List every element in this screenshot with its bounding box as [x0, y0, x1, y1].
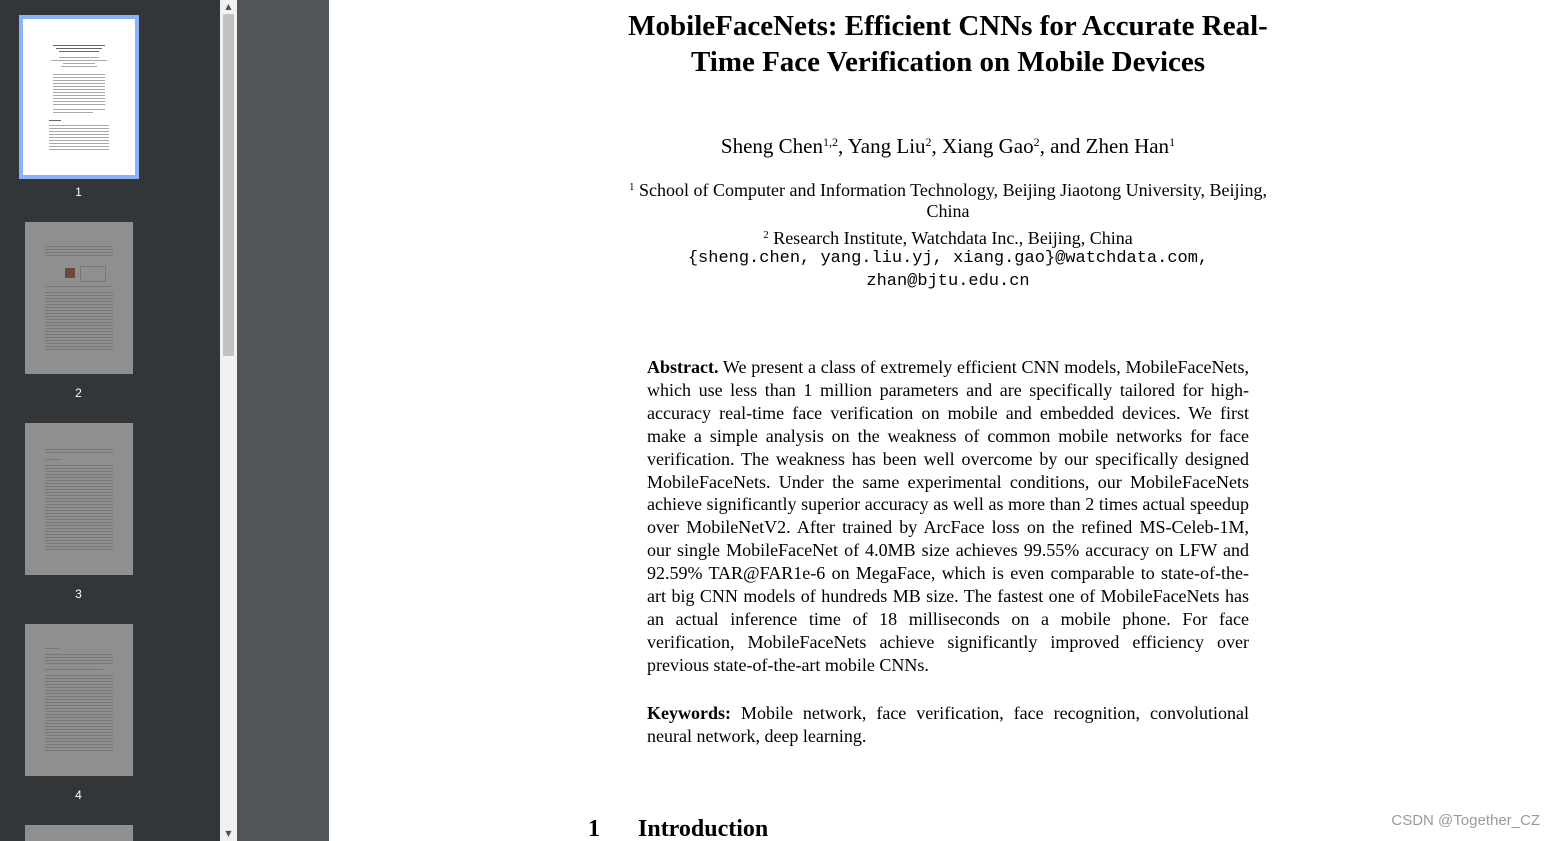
- thumbnail-page-number: 4: [75, 788, 82, 802]
- author-separator: ,: [931, 134, 943, 158]
- author-emails: {sheng.chen, yang.liu.yj, xiang.gao}@watchdata.com,: [687, 249, 1209, 268]
- author-name: Sheng Chen: [720, 134, 823, 158]
- scroll-down-arrow-icon[interactable]: ▼: [225, 829, 232, 838]
- thumbnail-page-4[interactable]: [25, 624, 133, 776]
- affiliation-2: [329, 223, 1555, 250]
- paper-title-line: Time Face Verification on Mobile Devices: [690, 46, 1206, 78]
- author-name: Xiang Gao: [942, 134, 1034, 158]
- paper-title-line: MobileFaceNets: Efficient CNNs for Accurate Real-: [628, 10, 1268, 42]
- abstract: [647, 356, 1249, 677]
- author-affiliation-mark: 2: [1033, 135, 1040, 149]
- affiliation-mark: 1: [629, 181, 635, 193]
- section-heading: [588, 814, 768, 841]
- affiliation-1-continued: China: [926, 201, 970, 221]
- thumbnail-page-preview: [23, 19, 135, 175]
- affiliation-text: Research Institute, Watchdata Inc., Beijing, China: [768, 228, 1133, 248]
- thumbnail-page-3[interactable]: [25, 423, 133, 575]
- affiliation-text: School of Computer and Information Technology, Beijing Jiaotong University, Beijing,: [634, 180, 1267, 200]
- thumbnail-page-number: 2: [75, 386, 82, 400]
- abstract-label: Abstract.: [647, 357, 719, 377]
- thumbnail-page-number: 3: [75, 587, 82, 601]
- author-affiliation-mark: 1: [1169, 135, 1176, 149]
- author-name: Zhen Han: [1085, 134, 1170, 158]
- thumbnail-sidebar: [0, 0, 220, 841]
- keywords-label: Keywords:: [647, 703, 731, 723]
- thumbnail-page-5[interactable]: [25, 825, 133, 841]
- thumbnail-page-1[interactable]: [19, 15, 139, 179]
- author-list: [329, 128, 1555, 160]
- sidebar-scrollbar[interactable]: [220, 0, 237, 841]
- scrollbar-thumb[interactable]: [223, 14, 234, 356]
- affiliation-mark: 2: [763, 229, 769, 241]
- author-affiliation-mark: 1,2: [823, 135, 838, 149]
- abstract-text: We present a class of extremely efficient CNN models, MobileFaceNets, which use less than 1 million parameters and are specifically tailored for high-accuracy real-time face verification on mobile and embedded devices. We first make a simple analysis on the weakness of common mobile networks for face verification. The weakness has been well overcome by our specifically designed MobileFaceNets. Under the same experimental conditions, our MobileFaceNets achieve significantly superior accuracy as well as more than 2 times actual speedup over MobileNetV2. After trained by ArcFace loss on the refined MS-Celeb-1M, our single MobileFaceNet of 4.0MB size achieves 99.55% accuracy on LFW and 92.59% TAR@FAR1e-6 on MegaFace, which is even comparable to state-of-the-art big CNN models of hundreds MB size. The fastest one of MobileFaceNets has an actual inference time of 18 milliseconds on a mobile phone. For face verification, MobileFaceNets achieve significantly improved efficiency over previous state-of-the-art mobile CNNs.: [647, 357, 1249, 675]
- watermark: CSDN @Together_CZ: [1391, 812, 1540, 829]
- keywords-text: Mobile network, face verification, face recognition, convolutional neural network, deep learning.: [647, 703, 1249, 746]
- document-page: [329, 0, 1555, 841]
- paper-title: [329, 8, 1555, 80]
- author-separator: ,: [838, 134, 848, 158]
- author-separator: , and: [1039, 134, 1086, 158]
- author-affiliation-mark: 2: [925, 135, 932, 149]
- author-name: Yang Liu: [847, 134, 926, 158]
- affiliation-1: [329, 175, 1555, 202]
- thumbnail-page-2[interactable]: [25, 222, 133, 374]
- scroll-up-arrow-icon[interactable]: ▲: [225, 2, 232, 11]
- section-title: Introduction: [638, 816, 769, 841]
- keywords: [647, 702, 1249, 748]
- section-number: 1: [588, 816, 600, 841]
- author-emails-continued: zhan@bjtu.edu.cn: [866, 272, 1030, 291]
- thumbnail-page-number: 1: [75, 185, 82, 199]
